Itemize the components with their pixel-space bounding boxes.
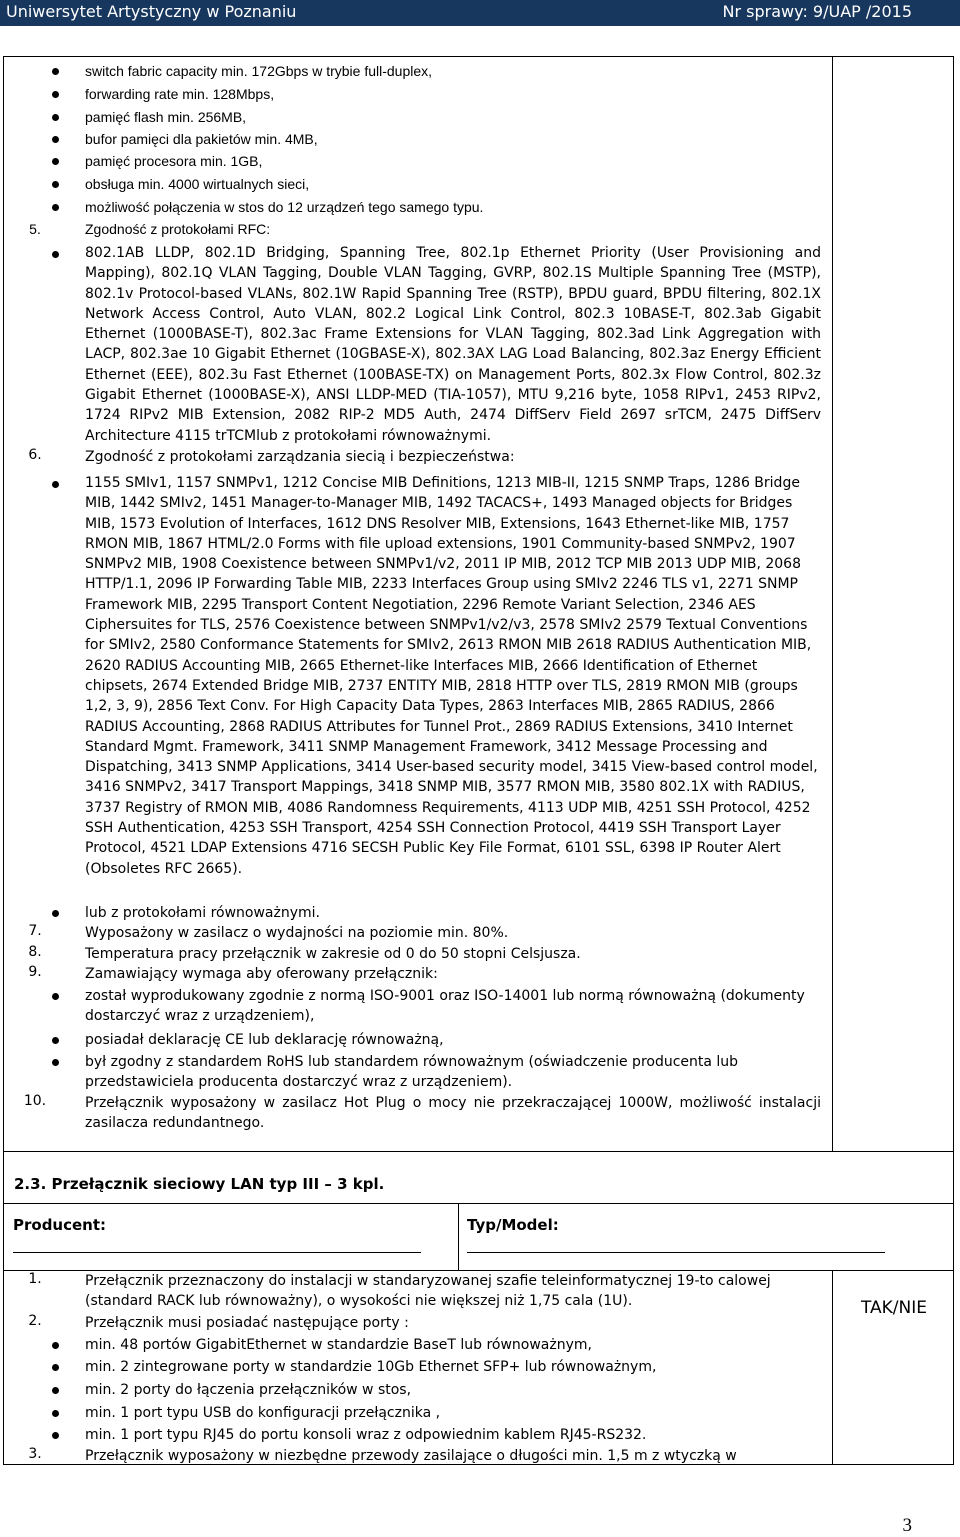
item-text: min. 48 portów GigabitEthernet w standardzie BaseT lub równoważnym, (85, 1337, 592, 1353)
item-text: min. 1 port typu USB do konfiguracji przełącznika , (85, 1405, 441, 1421)
item-text: Temperatura pracy przełącznik w zakresie od 0 do 50 stopni Celsjusza. (85, 946, 581, 962)
bullet-icon (52, 1410, 59, 1417)
table-column-divider-lower (832, 1270, 833, 1465)
item-text: został wyprodukowany zgodnie z normą ISO-9001 oraz ISO-14001 lub normą równoważną (dokumenty dostarczyć wraz z urządzeniem), (85, 988, 805, 1025)
tak-nie-cell[interactable]: TAK/NIE (860, 1298, 928, 1318)
item-text: był zgodny z standardem RoHS lub standardem równoważnym (oświadczenie producenta lub przedstawiciela producenta dostarczyć wraz z urządzeniem). (85, 1054, 739, 1091)
item-text: bufor pamięci dla pakietów min. 4MB, (85, 131, 318, 147)
item-text: Zgodność z protokołami RFC: (85, 221, 271, 237)
bullet-icon (52, 481, 59, 488)
item-text: forwarding rate min. 128Mbps, (85, 86, 275, 102)
item-text: Zgodność z protokołami zarządzania siecią i bezpieczeństwa: (85, 449, 515, 465)
item-text: switch fabric capacity min. 172Gbps w trybie full-duplex, (85, 63, 433, 79)
table-column-divider-producer (458, 1203, 459, 1271)
item-text: 802.1AB LLDP, 802.1D Bridging, Spanning Tree, 802.1p Ethernet Priority (User Provisioning and Mapping), 802.1Q VLAN Tagging, Double VLAN Tagging, GVRP, 802.1S Multiple Spanning Tree (MSTP), 802.1v Protocol-based VLANs, 802.1W Rapid Spanning Tree (RSTP), BPDU guard, BPDU filtering, 802.1X Network Access Control, Auto VLAN, 802.2 Logical Link Control, 802.3 10BASE-T, 802.3ab Gigabit Ethernet (1000BASE-T), 802.3ac Frame Extensions for VLAN Tagging, 802.3ad Link Aggregation with LACP, 802.3ae 10 Gigabit Ethernet (10GBASE-X), 802.3AX LAG Load Balancing, 802.3az Energy Efficient Ethernet (EEE), 802.3u Fast Ethernet (100BASE-TX) on Management Ports, 802.3x Flow Control, 802.3z Gigabit Ethernet (1000BASE-X), ANSI LLDP-MED (TIA-1057), MTU 9,216 byte, 1058 RIPv1, 2453 RIPv2, 1724 RIPv2 MIB Extension, 2082 RIP-2 MD5 Auth, 2474 DiffServ Field 2697 srTCM, 2475 DiffServ Architecture 4115 trTCMlub z protokołami równoważnymi. (85, 245, 821, 444)
item-number: 2. (28, 1313, 42, 1329)
model-label: Typ/Model: (467, 1216, 559, 1234)
item-number: 6. (28, 447, 42, 463)
item-number: 5. (29, 221, 41, 237)
item-text: Przełącznik przeznaczony do instalacji w standaryzowanej szafie teleinformatycznej 19-to calowej (standard RACK lub równoważny), o wysokości nie większej niż 1,75 cala (1U). (85, 1273, 771, 1310)
bullet-icon (52, 910, 59, 917)
item-text: min. 2 porty do łączenia przełączników w stos, (85, 1382, 412, 1398)
producer-label: Producent: (13, 1216, 107, 1234)
item-text: min. 1 port typu RJ45 do portu konsoli wraz z odpowiednim kablem RJ45-RS232. (85, 1427, 647, 1443)
item-number: 8. (28, 944, 42, 960)
item-text: Przełącznik musi posiadać następujące porty : (85, 1315, 409, 1331)
item-text: posiadał deklarację CE lub deklarację równoważną, (85, 1032, 444, 1048)
bullet-icon (52, 1342, 59, 1349)
university-name: Uniwersytet Artystyczny w Poznaniu (6, 2, 297, 21)
bullet-icon (52, 181, 59, 188)
bullet-icon (52, 1387, 59, 1394)
bullet-icon (52, 993, 59, 1000)
page-number: 3 (902, 1515, 912, 1536)
bullet-icon (52, 68, 59, 75)
page-header (0, 0, 960, 26)
item-text: możliwość połączenia w stos do 12 urządzeń tego samego typu. (85, 199, 484, 215)
item-number: 1. (28, 1271, 42, 1287)
bullet-icon (52, 158, 59, 165)
item-text: min. 2 zintegrowane porty w standardzie 10Gb Ethernet SFP+ lub równoważnym, (85, 1359, 657, 1375)
item-text: Zamawiający wymaga aby oferowany przełącznik: (85, 966, 438, 982)
table-row-divider-title (3, 1203, 954, 1204)
bullet-icon (52, 136, 59, 143)
item-text: Wyposażony w zasilacz o wydajności na poziomie min. 80%. (85, 925, 509, 941)
case-number: Nr sprawy: 9/UAP /2015 (722, 2, 912, 21)
bullet-icon (52, 1432, 59, 1439)
item-text: pamięć procesora min. 1GB, (85, 153, 263, 169)
item-text: obsługa min. 4000 wirtualnych sieci, (85, 176, 310, 192)
bullet-icon (52, 1364, 59, 1371)
bullet-icon (52, 251, 59, 258)
item-number: 10. (23, 1093, 47, 1109)
table-row-divider-upper (3, 1151, 954, 1152)
bullet-icon (52, 91, 59, 98)
bullet-icon (52, 1059, 59, 1066)
bullet-icon (52, 204, 59, 211)
producer-field[interactable] (13, 1252, 421, 1253)
section-title: 2.3. Przełącznik sieciowy LAN typ III – 3 kpl. (14, 1175, 385, 1193)
bullet-icon (52, 114, 59, 121)
bullet-icon (52, 1037, 59, 1044)
model-field[interactable] (467, 1252, 885, 1253)
item-text: pamięć flash min. 256MB, (85, 109, 247, 125)
table-column-divider-upper (832, 56, 833, 1152)
item-text: Przełącznik wyposażony w niezbędne przewody zasilające o długości min. 1,5 m z wtyczką w (85, 1448, 737, 1464)
item-text: lub z protokołami równoważnymi. (85, 905, 320, 921)
item-number: 7. (28, 923, 42, 939)
item-number: 3. (28, 1446, 42, 1462)
item-text: Przełącznik wyposażony w zasilacz Hot Plug o mocy nie przekraczającej 1000W, możliwość instalacji zasilacza redundantnego. (85, 1095, 821, 1132)
item-text: 1155 SMIv1, 1157 SNMPv1, 1212 Concise MIB Definitions, 1213 MIB-II, 1215 SNMP Traps, 1286 Bridge MIB, 1442 SMIv2, 1451 Manager-to-Manager MIB, 1492 TACACS+, 1493 Managed objects for Bridges MIB, 1573 Evolution of Interfaces, 1612 DNS Resolver MIB, Extensions, 1643 Ethernet-like MIB, 1757 RMON MIB, 1867 HTML/2.0 Forms with file upload extensions, 1901 Community-based SNMPv2, 1907 SNMPv2 MIB, 1908 Coexistence between SNMPv1/v2, 2011 IP MIB, 2012 TCP MIB 2013 UDP MIB, 2068 HTTP/1.1, 2096 IP Forwarding Table MIB, 2233 Interfaces Group using SMIv2 2246 TLS v1, 2271 SNMP Framework MIB, 2295 Transport Content Negotiation, 2296 Remote Variant Selection, 2346 AES Ciphersuites for TLS, 2576 Coexistence between SNMPv1/v2/v3, 2578 SMIv2 2579 Textual Conventions for SMIv2, 2580 Conformance Statements for SMIv2, 2613 RMON MIB 2618 RADIUS Authentication MIB, 2620 RADIUS Accounting MIB, 2665 Ethernet-like Interfaces MIB, 2666 Identification of Ethernet chipsets, 2674 Extended Bridge MIB, 2737 ENTITY MIB, 2818 HTTP over TLS, 2819 RMON MIB (groups 1,2, 3, 9), 2856 Text Conv. For High Capacity Data Types, 2863 Interfaces MIB, 2865 RADIUS, 2866 RADIUS Accounting, 2868 RADIUS Attributes for Tunnel Prot., 2869 RADIUS Extensions, 3410 Internet Standard Mgmt. Framework, 3411 SNMP Management Framework, 3412 Message Processing and Dispatching, 3413 SNMP Applications, 3414 User-based security model, 3415 View-based control model, 3416 SNMPv2, 3417 Transport Mappings, 3418 SNMP MIB, 3577 RMON MIB, 3580 802.1X with RADIUS, 3737 Registry of RMON MIB, 4086 Randomness Requirements, 4113 UDP MIB, 4251 SSH Protocol, 4252 SSH Authentication, 4253 SSH Transport, 4254 SSH Connection Protocol, 4419 SSH Transport Layer Protocol, 4521 LDAP Extensions 4716 SECSH Public Key File Format, 6101 SSL, 6398 IP Router Alert (Obsoletes RFC 2665). (85, 475, 818, 877)
item-number: 9. (28, 964, 42, 980)
